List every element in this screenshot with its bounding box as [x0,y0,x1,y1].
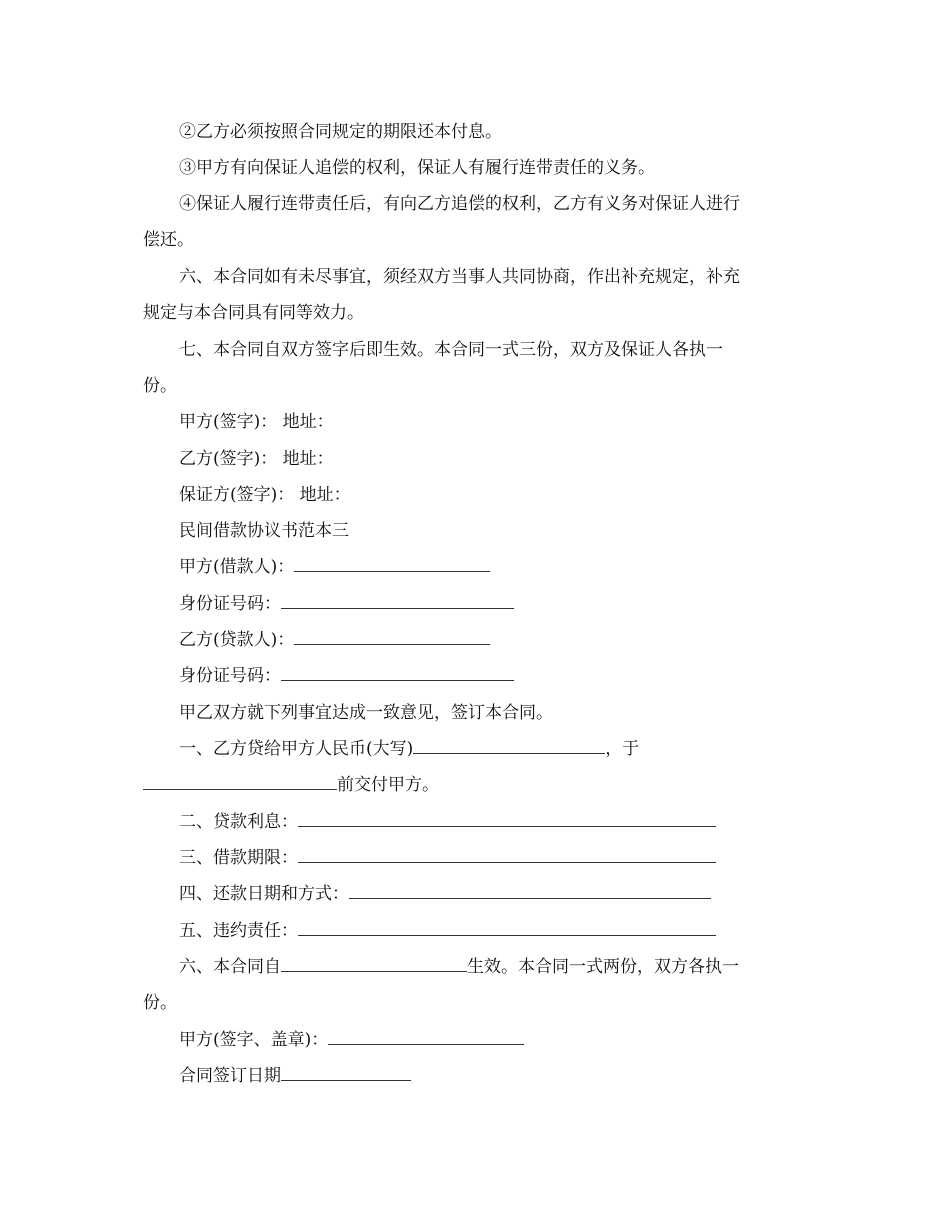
paragraph-guarantor-line1: ④保证人履行连带责任后，有向乙方追偿的权利，乙方有义务对保证人进行 [179,194,740,214]
clause5-line [179,921,716,941]
effective-text: 生效。本合同一式两份，双方各执一 [467,957,739,977]
sign-date-line [179,1066,411,1086]
lender-id-line [179,666,514,686]
clause1-line1 [179,739,639,759]
term-label: 三、借款期限： [179,848,298,868]
paragraph-clause7-line1: 七、本合同自双方签字后即生效。本合同一式三份，双方及保证人各执一 [179,340,723,360]
paragraph-clause6-line1: 六、本合同如有未尽事宜，须经双方当事人共同协商，作出补充规定，补充 [179,267,740,287]
effective-label: 六、本合同自 [179,957,281,977]
repayment-blank [349,884,711,899]
lender-line [179,630,490,650]
sign-seal-line [179,1030,524,1050]
borrower-blank [294,557,490,572]
interest-label: 二、贷款利息： [179,812,298,832]
clause1-line2 [143,775,439,795]
lender-id-blank [281,666,514,681]
liability-blank [298,921,716,936]
paragraph-recourse: ③甲方有向保证人追偿的权利，保证人有履行连带责任的义务。 [179,158,655,178]
clause6-line2: 份。 [143,993,177,1013]
borrower-id-line [179,594,514,614]
signature-party-b: 乙方(签字)： 地址： [179,449,334,469]
delivery-date-blank [143,775,337,790]
section-title: 民间借款协议书范本三 [179,521,349,541]
sign-date-label: 合同签订日期 [179,1066,281,1086]
borrower-line [179,557,490,577]
effective-blank [281,957,467,972]
paragraph-clause6-line2: 规定与本合同具有同等效力。 [143,303,364,323]
clause2-line [179,812,716,832]
repayment-label: 四、还款日期和方式： [179,884,349,904]
amount-blank [413,739,605,754]
sign-seal-label: 甲方(签字、盖章)： [179,1030,329,1050]
clause1-mid: ，于 [605,739,640,759]
clause1-label: 一、乙方贷给甲方人民币(大写) [179,739,414,759]
sign-date-blank [281,1066,411,1081]
lender-blank [294,630,490,645]
agreement-statement: 甲乙双方就下列事宜达成一致意见，签订本合同。 [179,703,553,723]
paragraph-guarantor-line2: 偿还。 [143,230,194,250]
clause4-line [179,884,711,904]
borrower-label: 甲方(借款人)： [179,557,295,577]
borrower-id-blank [281,594,514,609]
lender-id-label: 身份证号码： [179,666,281,686]
paragraph-repayment: ②乙方必须按照合同规定的期限还本付息。 [179,122,502,142]
signature-party-a: 甲方(签字)： 地址： [179,412,334,432]
paragraph-clause7-line2: 份。 [143,376,177,396]
clause1-end: 前交付甲方。 [337,775,439,795]
clause6-line1 [179,957,739,977]
sign-seal-blank [328,1030,524,1045]
clause3-line [179,848,716,868]
signature-guarantor: 保证方(签字)： 地址： [179,485,351,505]
interest-blank [298,812,716,827]
borrower-id-label: 身份证号码： [179,594,281,614]
liability-label: 五、违约责任： [179,921,298,941]
lender-label: 乙方(贷款人)： [179,630,295,650]
term-blank [298,848,716,863]
